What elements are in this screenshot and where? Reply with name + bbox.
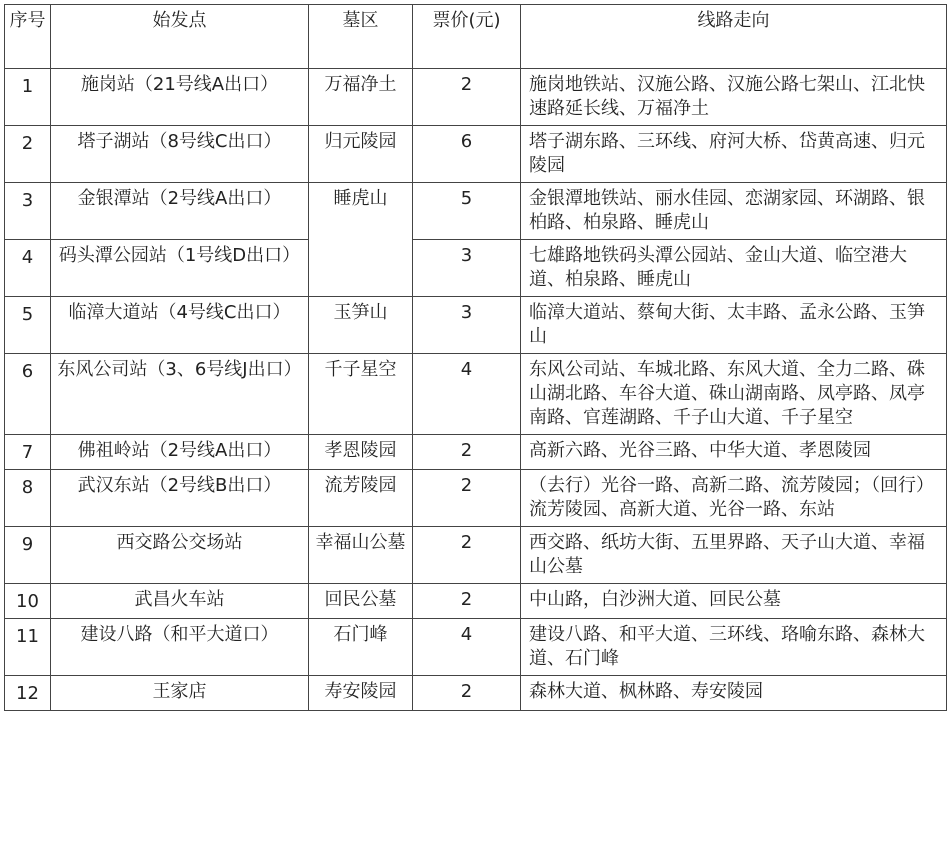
row-price: 3	[413, 240, 521, 297]
table-row	[5, 69, 947, 126]
row-price: 6	[413, 126, 521, 183]
row-route: 金银潭地铁站、丽水佳园、恋湖家园、环湖路、银柏路、柏泉路、睡虎山	[521, 183, 947, 240]
row-start: 码头潭公园站（1号线D出口）	[51, 240, 309, 297]
row-route: 建设八路、和平大道、三环线、珞喻东路、森林大道、石门峰	[521, 619, 947, 676]
bus-route-table	[4, 4, 947, 711]
row-start: 建设八路（和平大道口）	[51, 619, 309, 676]
table-row	[5, 470, 947, 527]
row-route: 东风公司站、车城北路、东风大道、全力二路、硃山湖北路、车谷大道、硃山湖南路、凤亭路、凤亭南路、官莲湖路、千子山大道、千子星空	[521, 354, 947, 435]
row-no: 4	[5, 240, 51, 297]
table-row	[5, 183, 947, 240]
row-cemetery: 幸福山公墓	[309, 527, 413, 584]
row-start: 武昌火车站	[51, 584, 309, 619]
table-row	[5, 126, 947, 183]
row-price: 2	[413, 435, 521, 470]
row-route: 中山路，白沙洲大道、回民公墓	[521, 584, 947, 619]
row-no: 10	[5, 584, 51, 619]
row-price: 3	[413, 297, 521, 354]
row-route: 七雄路地铁码头潭公园站、金山大道、临空港大道、柏泉路、睡虎山	[521, 240, 947, 297]
row-route: 西交路、纸坊大街、五里界路、天子山大道、幸福山公墓	[521, 527, 947, 584]
row-cemetery: 回民公墓	[309, 584, 413, 619]
row-start: 塔子湖站（8号线C出口）	[51, 126, 309, 183]
row-price: 4	[413, 619, 521, 676]
row-start: 施岗站（21号线A出口）	[51, 69, 309, 126]
row-price: 5	[413, 183, 521, 240]
row-start: 王家店	[51, 676, 309, 711]
row-cemetery: 寿安陵园	[309, 676, 413, 711]
row-no: 7	[5, 435, 51, 470]
row-route: 塔子湖东路、三环线、府河大桥、岱黄高速、归元陵园	[521, 126, 947, 183]
row-price: 2	[413, 470, 521, 527]
row-no: 6	[5, 354, 51, 435]
row-no: 1	[5, 69, 51, 126]
row-start: 东风公司站（3、6号线J出口）	[51, 354, 309, 435]
header-cemetery: 墓区	[309, 5, 413, 69]
row-start: 武汉东站（2号线B出口）	[51, 470, 309, 527]
row-no: 11	[5, 619, 51, 676]
row-cemetery: 归元陵园	[309, 126, 413, 183]
table-row	[5, 297, 947, 354]
row-no: 8	[5, 470, 51, 527]
row-start: 临漳大道站（4号线C出口）	[51, 297, 309, 354]
header-no: 序号	[5, 5, 51, 69]
row-route: （去行）光谷一路、高新二路、流芳陵园；（回行）流芳陵园、高新大道、光谷一路、东站	[521, 470, 947, 527]
row-start: 佛祖岭站（2号线A出口）	[51, 435, 309, 470]
table-row	[5, 584, 947, 619]
row-start: 金银潭站（2号线A出口）	[51, 183, 309, 240]
table-row	[5, 527, 947, 584]
row-cemetery: 万福净土	[309, 69, 413, 126]
table-row	[5, 435, 947, 470]
row-cemetery: 孝恩陵园	[309, 435, 413, 470]
row-price: 2	[413, 584, 521, 619]
row-price: 4	[413, 354, 521, 435]
row-no: 5	[5, 297, 51, 354]
row-price: 2	[413, 676, 521, 711]
row-cemetery: 睡虎山	[309, 183, 413, 297]
row-route: 临漳大道站、蔡甸大街、太丰路、孟永公路、玉笋山	[521, 297, 947, 354]
row-price: 2	[413, 527, 521, 584]
row-cemetery: 千子星空	[309, 354, 413, 435]
table-row	[5, 240, 947, 297]
header-route: 线路走向	[521, 5, 947, 69]
row-no: 3	[5, 183, 51, 240]
row-route: 高新六路、光谷三路、中华大道、孝恩陵园	[521, 435, 947, 470]
row-no: 9	[5, 527, 51, 584]
row-route: 施岗地铁站、汉施公路、汉施公路七架山、江北快速路延长线、万福净土	[521, 69, 947, 126]
row-cemetery: 石门峰	[309, 619, 413, 676]
table-header-row	[5, 5, 947, 69]
table-row	[5, 354, 947, 435]
row-start: 西交路公交场站	[51, 527, 309, 584]
row-no: 2	[5, 126, 51, 183]
table-row	[5, 676, 947, 711]
row-no: 12	[5, 676, 51, 711]
row-price: 2	[413, 69, 521, 126]
table-row	[5, 619, 947, 676]
row-cemetery: 玉笋山	[309, 297, 413, 354]
row-cemetery: 流芳陵园	[309, 470, 413, 527]
header-start: 始发点	[51, 5, 309, 69]
row-route: 森林大道、枫林路、寿安陵园	[521, 676, 947, 711]
header-price: 票价(元)	[413, 5, 521, 69]
